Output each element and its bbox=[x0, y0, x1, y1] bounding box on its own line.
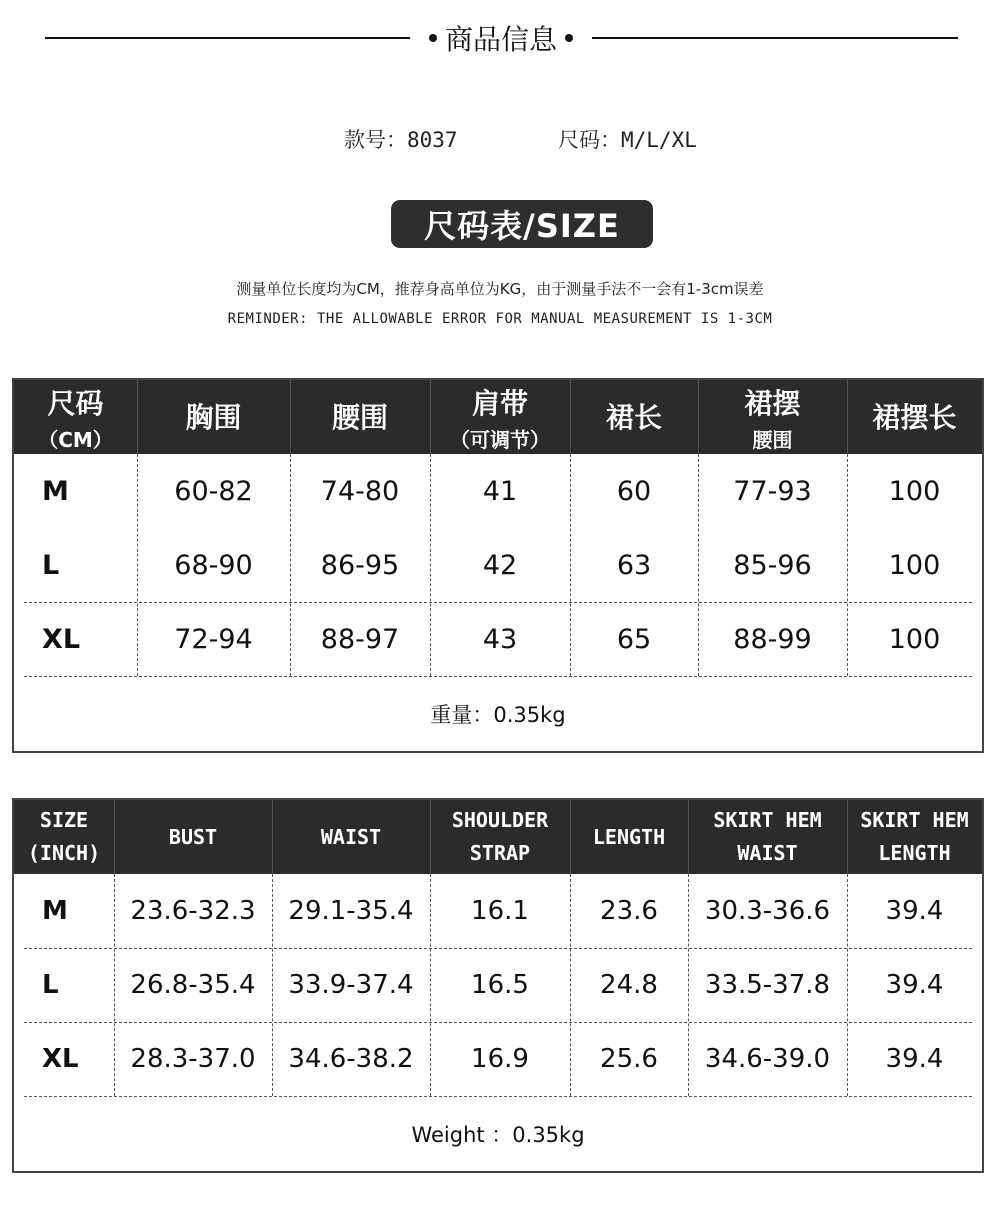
measurement-cell: 39.4 bbox=[885, 970, 944, 1000]
measurement-cell: 74-80 bbox=[320, 475, 400, 507]
measurement-cell: 43 bbox=[482, 623, 518, 655]
header-cell-sub-label: WAIST bbox=[737, 841, 798, 865]
measurement-cell: 29.1-35.4 bbox=[288, 896, 414, 926]
header-cell-main-label: 裙长 bbox=[605, 401, 662, 434]
bullet-dot-icon bbox=[429, 34, 437, 42]
measurement-cell: 28.3-37.0 bbox=[130, 1044, 256, 1074]
measurement-cell: 25.6 bbox=[600, 1044, 658, 1074]
header-separator bbox=[570, 800, 571, 874]
measurement-cell: 30.3-36.6 bbox=[704, 896, 831, 926]
size-chart-badge: 尺码表/SIZE bbox=[391, 200, 653, 248]
header-line-right bbox=[592, 37, 958, 39]
style-number-value: 8037 bbox=[407, 128, 458, 152]
header-separator bbox=[847, 800, 848, 874]
weight-row: 重量：0.35kg bbox=[430, 702, 566, 727]
column-divider bbox=[847, 874, 848, 1096]
header-cell-2 bbox=[290, 380, 430, 454]
table-row bbox=[14, 948, 982, 1022]
size-table-cm bbox=[12, 378, 984, 753]
measurement-cell: 65 bbox=[616, 623, 652, 655]
measurement-cell: 72-94 bbox=[174, 623, 253, 655]
header-cell-3 bbox=[430, 800, 570, 874]
column-divider bbox=[570, 454, 571, 676]
measurement-cell: 88-97 bbox=[320, 623, 400, 655]
header-cell-main-label: 肩带 bbox=[471, 386, 528, 420]
table-row bbox=[14, 874, 982, 948]
measurement-note-cn: 测量单位长度均为CM，推荐身高单位为KG，由于测量手法不一会有1-3cm误差 bbox=[236, 280, 764, 298]
header-separator bbox=[114, 800, 115, 874]
header-cell-4 bbox=[570, 380, 698, 454]
header-cell-sub-label: （CM） bbox=[38, 427, 113, 452]
section-title-text: 商品信息 bbox=[444, 23, 557, 56]
measurement-cell: 34.6-39.0 bbox=[704, 1044, 831, 1074]
column-divider bbox=[698, 454, 699, 676]
column-divider bbox=[688, 874, 689, 1096]
header-cell-0 bbox=[14, 380, 137, 454]
column-divider bbox=[847, 454, 848, 676]
column-divider bbox=[430, 874, 431, 1096]
header-cell-sub-label: （可调节） bbox=[450, 427, 550, 452]
header-cell-main-label: 裙摆 bbox=[744, 386, 801, 420]
measurement-cell: 100 bbox=[888, 475, 941, 507]
size-label-cell: M bbox=[42, 896, 68, 926]
measurement-cell: 23.6 bbox=[600, 896, 658, 926]
column-divider bbox=[272, 874, 273, 1096]
size-range-value: M/L/XL bbox=[621, 128, 697, 152]
header-separator bbox=[137, 380, 138, 454]
table-row bbox=[14, 1022, 982, 1096]
header-cell-sub-label: 腰围 bbox=[752, 427, 793, 452]
header-cell-0 bbox=[14, 800, 114, 874]
header-cell-1 bbox=[137, 380, 290, 454]
column-divider bbox=[290, 454, 291, 676]
measurement-cell: 41 bbox=[482, 475, 518, 507]
table-header bbox=[14, 800, 982, 874]
measurement-cell: 33.5-37.8 bbox=[704, 970, 831, 1000]
size-label-cell: XL bbox=[42, 623, 81, 655]
header-cell-5 bbox=[688, 800, 847, 874]
header-separator bbox=[847, 380, 848, 454]
measurement-cell: 23.6-32.3 bbox=[130, 896, 256, 926]
measurement-cell: 39.4 bbox=[885, 896, 944, 926]
header-cell-main-label: 胸围 bbox=[185, 401, 242, 434]
measurement-cell: 33.9-37.4 bbox=[288, 970, 414, 1000]
measurement-cell: 16.5 bbox=[471, 970, 529, 1000]
table-header bbox=[14, 380, 982, 454]
column-divider bbox=[114, 874, 115, 1096]
header-cell-main-label: SHOULDER bbox=[451, 808, 549, 832]
measurement-cell: 42 bbox=[482, 549, 518, 581]
size-range-label: 尺码： bbox=[558, 128, 621, 152]
header-separator bbox=[430, 800, 431, 874]
table-row bbox=[14, 528, 982, 602]
measurement-cell: 16.1 bbox=[471, 896, 529, 926]
product-info bbox=[0, 124, 1000, 154]
table-row bbox=[14, 454, 982, 528]
size-label-cell: XL bbox=[42, 1044, 79, 1074]
header-separator bbox=[430, 380, 431, 454]
section-title bbox=[410, 18, 592, 58]
bullet-dot-icon bbox=[565, 34, 573, 42]
measurement-cell: 85-96 bbox=[733, 549, 812, 581]
style-number-label: 款号： bbox=[344, 128, 407, 152]
header-cell-3 bbox=[430, 380, 570, 454]
header-separator bbox=[688, 800, 689, 874]
measurement-cell: 100 bbox=[888, 549, 941, 581]
measurement-cell: 86-95 bbox=[320, 549, 400, 581]
style-number bbox=[344, 124, 458, 154]
measurement-cell: 88-99 bbox=[733, 623, 812, 655]
header-cell-sub-label: LENGTH bbox=[878, 841, 951, 865]
header-separator bbox=[290, 380, 291, 454]
header-cell-main-label: BUST bbox=[168, 824, 218, 849]
header-separator bbox=[698, 380, 699, 454]
header-cell-main-label: WAIST bbox=[320, 824, 382, 849]
measurement-cell: 24.8 bbox=[600, 970, 658, 1000]
header-cell-1 bbox=[114, 800, 272, 874]
table-row bbox=[14, 602, 982, 676]
header-cell-5 bbox=[698, 380, 847, 454]
measurement-cell: 77-93 bbox=[733, 475, 812, 507]
header-separator bbox=[570, 380, 571, 454]
header-cell-6 bbox=[847, 800, 982, 874]
measurement-cell: 16.9 bbox=[471, 1044, 529, 1074]
header-cell-sub-label: STRAP bbox=[469, 841, 531, 865]
measurement-cell: 60-82 bbox=[174, 475, 253, 507]
size-range bbox=[558, 124, 697, 154]
size-table-inch bbox=[12, 798, 984, 1173]
column-divider bbox=[430, 454, 431, 676]
measurement-note-en: REMINDER: THE ALLOWABLE ERROR FOR MANUAL MEASUREMENT IS 1-3CM bbox=[227, 311, 773, 327]
header-cell-main-label: 尺码 bbox=[47, 386, 104, 420]
measurement-cell: 39.4 bbox=[885, 1044, 944, 1074]
header-cell-main-label: SIZE bbox=[39, 808, 89, 832]
header-cell-main-label: 腰围 bbox=[331, 401, 388, 434]
measurement-cell: 34.6-38.2 bbox=[288, 1044, 414, 1074]
measurement-cell: 100 bbox=[888, 623, 941, 655]
measurement-cell: 26.8-35.4 bbox=[130, 970, 256, 1000]
header-cell-6 bbox=[847, 380, 982, 454]
weight-row: Weight ：0.35kg bbox=[411, 1122, 585, 1147]
measurement-cell: 63 bbox=[616, 549, 652, 581]
header-separator bbox=[272, 800, 273, 874]
size-label-cell: L bbox=[42, 970, 59, 1000]
measurement-cell: 60 bbox=[616, 475, 652, 507]
column-divider bbox=[137, 454, 138, 676]
header-cell-2 bbox=[272, 800, 430, 874]
header-cell-main-label: 裙摆长 bbox=[872, 401, 957, 434]
header-cell-main-label: SKIRT HEM bbox=[860, 808, 969, 832]
header-cell-main-label: SKIRT HEM bbox=[713, 808, 822, 832]
header-cell-main-label: LENGTH bbox=[592, 824, 666, 849]
measurement-cell: 68-90 bbox=[174, 549, 253, 581]
size-label-cell: L bbox=[42, 549, 60, 581]
header-cell-4 bbox=[570, 800, 688, 874]
size-label-cell: M bbox=[42, 475, 69, 507]
column-divider bbox=[570, 874, 571, 1096]
header-cell-sub-label: (INCH) bbox=[27, 841, 101, 865]
header-line-left bbox=[45, 37, 410, 39]
